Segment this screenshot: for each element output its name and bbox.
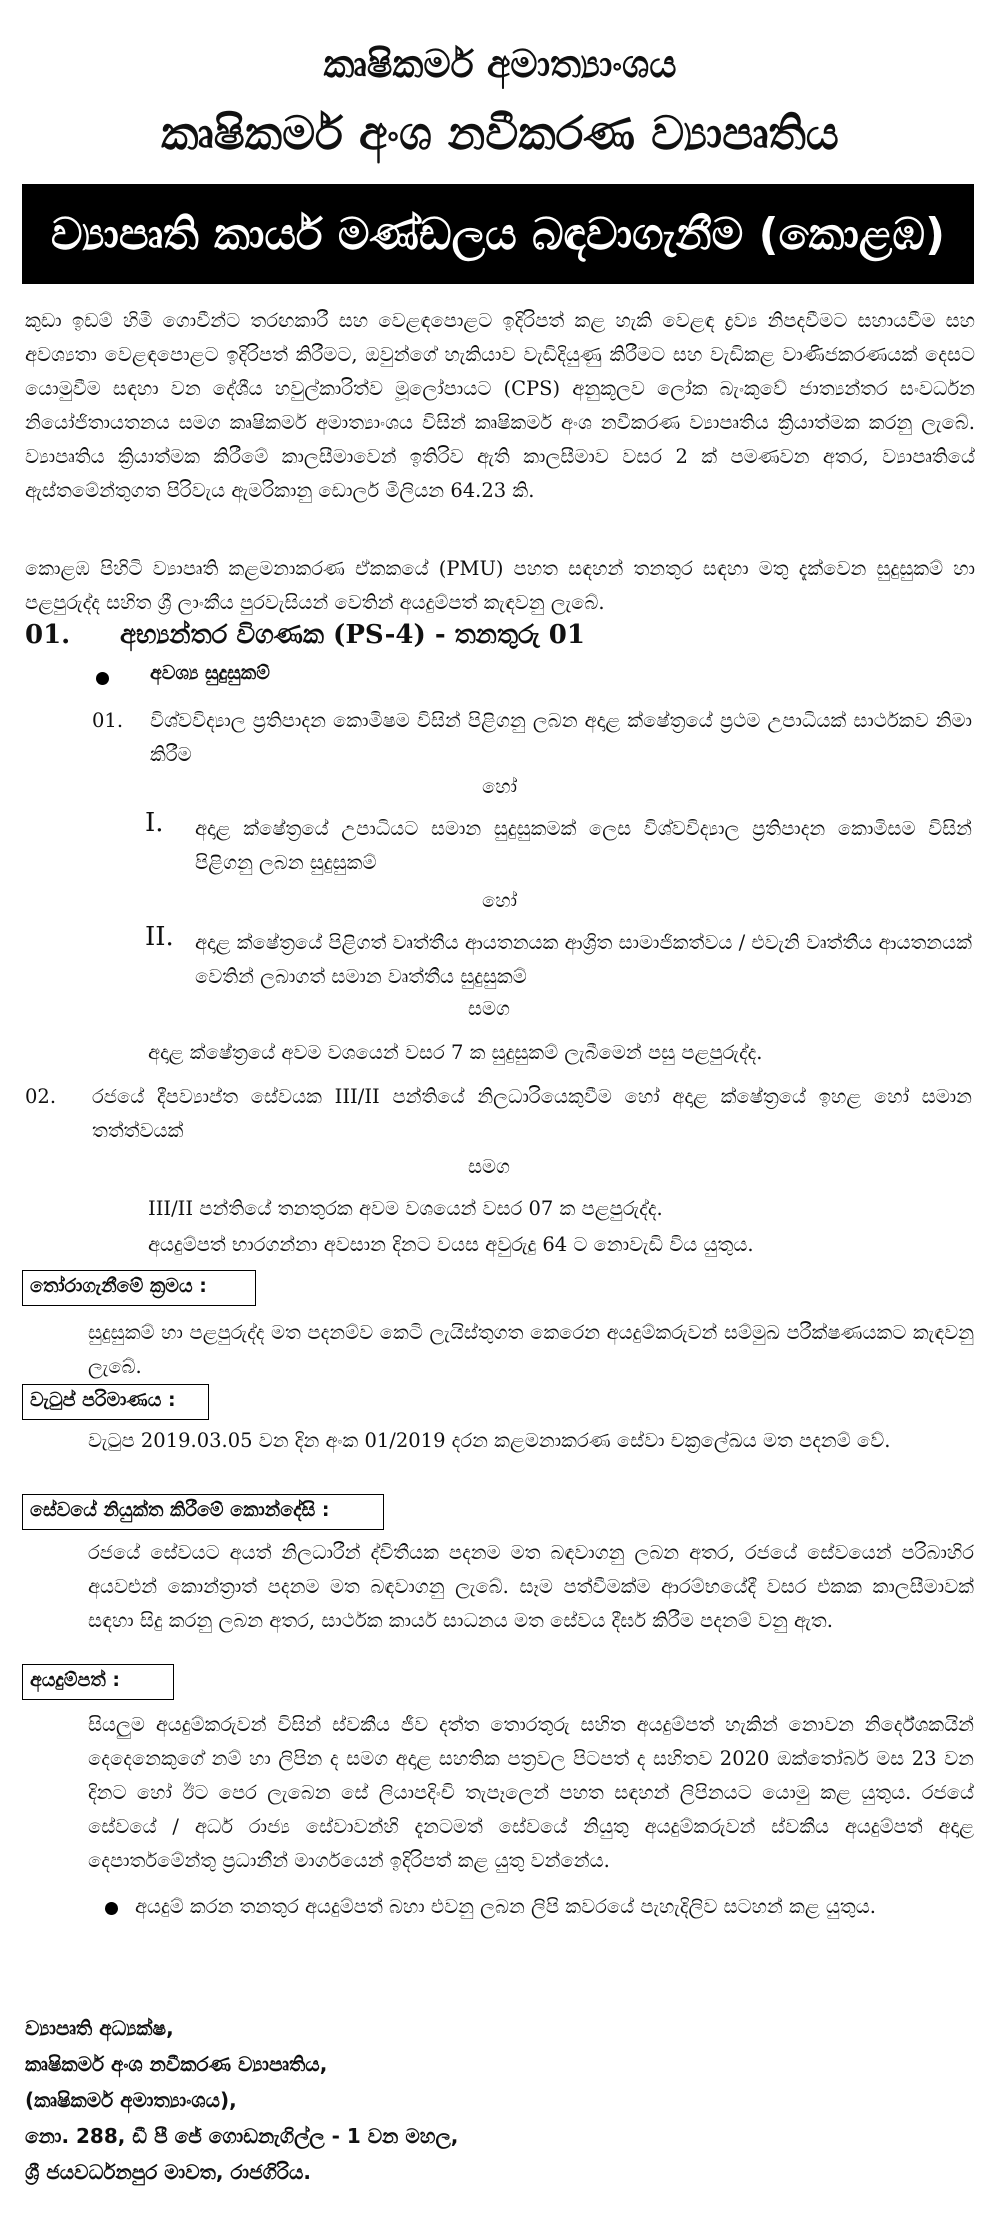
address-line-1: ව්‍යාපෘති අධ්‍යක්ෂ, xyxy=(25,2016,174,2040)
applications-heading: අයදුම්පත් : xyxy=(30,1669,120,1691)
or-2: හෝ xyxy=(482,889,518,912)
experience-1: අදාළ ක්ෂේත්‍රයේ අවම වශයෙන් වසර 7 ක සුදුසුකම් ලැබීමෙන් පසු පළපුරුද්ද. xyxy=(148,1041,763,1064)
salary-heading: වැටුප් පරිමාණය : xyxy=(30,1389,176,1411)
or-1: හෝ xyxy=(482,775,518,798)
intro-paragraph-2: කොළඹ පිහිටි ව්‍යාපෘති කළමනාකරණ ඒකකයේ (PMU) පහත සඳහන් තනතුර සඳහා මතු දැක්වෙන සුදුසුකම් හා පළපුරුද්ද සහිත ශ්‍රී ලාංකීය පුරවැසියන් වෙතින් අයදුම්පත් කැඳවනු ලැබේ. xyxy=(25,557,975,614)
intro-paragraph-1: කුඩා ඉඩම් හිමි ගොවීන්ට තරඟකාරී සහ වෙළඳපොළට ඉදිරිපත් කළ හැකි වෙළඳ ද්‍රව්‍ය නිපදවීමට සහායවීම සහ අවශ්‍යතා වෙළඳපොළට ඉදිරිපත් කිරීමට, ඔවුන්ගේ හැකියාව වැඩිදියුණු කිරීමට සහ වැඩිකළ වාණිජකරණයක් දෙසට යොමුවීම සඳහා වන දේශීය හවුල්කාරිත්ව මූලෝපායට (CPS) අනුකූලව ලෝක බැංකුවේ ජාත්‍යන්තර සංවර්ධන නියෝජිතායතනය සමග කෘෂිකර්ම අමාත්‍යාංශය විසින් කෘෂිකර්ම අංශ නවීකරණ ව්‍යාපෘතිය ක්‍රියාත්මක කරනු ලැබේ. ව්‍යාපෘතිය ක්‍රියාත්මක කිරීමේ කාලසීමාවෙන් ඉතිරිව ඇති කාලසීමාව වසර 2 ක් පමණවන අතර, ව්‍යාපෘතියේ ඇස්තමේන්තුගත පිරිවැය ඇමරිකානු ඩොලර් මිලියන 64.23 කි. xyxy=(25,309,975,502)
option-1-text: අදාළ ක්ෂේත්‍රයේ උපාධියට සමාන සුදුසුකමක් ලෙස විශ්වවිද්‍යාල ප්‍රතිපාදන කොමිසම විසින් පිළිගනු ලබන සුදුසුකම් xyxy=(195,817,972,874)
q2-text: රජයේ දීපව්‍යාප්ත සේවයක III/II පන්තියේ නිලධාරියෙකුවීම හෝ අදාළ ක්ෂේත්‍රයේ ඉහළ හෝ සමාන තත්ත්වයක් xyxy=(92,1085,972,1142)
applications-text: සියලුම අයදුම්කරුවන් විසින් ස්වකීය ජීව දත්ත තොරතුරු සහිත අයදුම්පත් හැකින් නොවන නිර්දේශකයින් දෙදෙනෙකුගේ නම් හා ලිපින ද සමග අදාළ සහතික පත්‍රවල පිටපත් ද සහිතව 2020 ඔක්තෝබර් මස 23 වන දිනට හෝ ඊට පෙර ලැබෙන සේ ලියාපදිංචි තැපෑලෙන් පහත සඳහන් ලිපිනයට යොමු කළ යුතුය. රජයේ සේවයේ / අර්ධ රාජ්‍ය සේවාවන්හි දැනටමත් සේවයේ නියුතු අයදුම්කරුවන් ස්වකීය අයදුම්පත් අදාළ දෙපාර්තමේන්තු ප්‍රධානීන් මාර්ගයෙන් ඉදිරිපත් කළ යුතු වන්නේය. xyxy=(88,1713,974,1872)
position-title: අභ්‍යන්තර විගණක (PS-4) - තනතුරු 01 xyxy=(120,620,585,650)
salary-text: වැටුප 2019.03.05 වන දින අංක 01/2019 දරන කළමනාකරණ සේවා චක්‍රලේඛය මත පදනම් වේ. xyxy=(88,1429,891,1452)
with-2: සමග xyxy=(468,1155,510,1178)
selection-heading: තෝරාගැනීමේ ක්‍රමය : xyxy=(30,1275,207,1297)
experience-2: III/II පන්තියේ තනතුරක අවම වශයෙන් වසර 07 ක පළපුරුද්ද. xyxy=(148,1197,663,1220)
bullet-icon xyxy=(96,672,109,685)
address-line-3: (කෘෂිකර්ම අමාත්‍යාංශය), xyxy=(25,2088,237,2112)
address-line-5: ශ්‍රී ජයවර්ධනපුර මාවත, රාජගිරිය. xyxy=(25,2160,311,2184)
address-line-4: නො. 288, ඩී පී ජේ ගොඩනැගිල්ල - 1 වන මහල, xyxy=(25,2124,459,2148)
option-2-text: අදාළ ක්ෂේත්‍රයේ පිළිගත් වෘත්තීය ආයතනයක ආශ්‍රිත සාමාජිකත්වය / එවැනි වෘත්තීය ආයතනයක් වෙතින් ලබාගත් සමාන වෘත්තීය සුදුසුකම් xyxy=(195,931,972,988)
q2-number: 02. xyxy=(25,1085,57,1108)
age-limit: අයදුම්පත් භාරගන්නා අවසාන දිනට වයස අවුරුදු 64 ට නොවැඩි විය යුතුය. xyxy=(148,1233,754,1256)
address-line-2: කෘෂිකර්ම අංශ නවීකරණ ව්‍යාපෘතිය, xyxy=(25,2052,328,2076)
note-bullet-icon xyxy=(105,1902,118,1915)
banner-text: ව්‍යාපෘති කාර්ය මණ්ඩලය බඳවාගැනීම (කොළඹ) xyxy=(50,208,946,260)
position-number: 01. xyxy=(25,620,71,650)
envelope-note: අයදුම් කරන තනතුර අයදුම්පත් බහා එවනු ලබන ලිපි කවරයේ පැහැදිලිව සටහන් කළ යුතුය. xyxy=(135,1895,876,1918)
recruitment-banner xyxy=(22,184,974,284)
with-1: සමග xyxy=(468,997,510,1020)
ministry-title: කෘෂිකර්ම අමාත්‍යාංශය xyxy=(323,42,677,86)
project-title: කෘෂිකර්ම අංශ නවීකරණ ව්‍යාපෘතිය xyxy=(161,106,839,160)
qualifications-heading: අවශ්‍ය සුදුසුකම් xyxy=(150,662,270,684)
conditions-heading: සේවයේ නියුක්ත කිරීමේ කොන්දේසි : xyxy=(30,1499,330,1521)
q1-number: 01. xyxy=(92,709,124,732)
q1-text: විශ්වවිද්‍යාල ප්‍රතිපාදන කොමිෂම විසින් පිළිගනු ලබන අදාළ ක්ෂේත්‍රයේ ප්‍රථම උපාධියක් සාර්ථකව නිමා කිරීම xyxy=(150,709,972,766)
option-2-number: II. xyxy=(145,922,174,952)
selection-text: සුදුසුකම් හා පළපුරුද්ද මත පදනම්ව කෙටි ලැයිස්තුගත කෙරෙන අයදුම්කරුවන් සම්මුඛ පරීක්ෂණයකට කැඳවනු ලැබේ. xyxy=(88,1321,974,1378)
conditions-text: රජයේ සේවයට අයත් නිලධාරීන් ද්විතීයක පදනම මත බඳවාගනු ලබන අතර, රජයේ සේවයෙන් පරිබාහිර අයවළුන් කොන්ත්‍රාත් පදනම මත බඳවාගනු ලැබේ. සෑම පත්වීමක්ම ආරම්භයේදී වසර එකක කාලසීමාවක් සඳහා සිදු කරනු ලබන අතර, සාර්ථක කාර්ය සාධනය මත සේවය දීර්ඝ කිරීම පදනම් වනු ඇත. xyxy=(88,1541,974,1632)
option-1-number: I. xyxy=(145,808,164,838)
